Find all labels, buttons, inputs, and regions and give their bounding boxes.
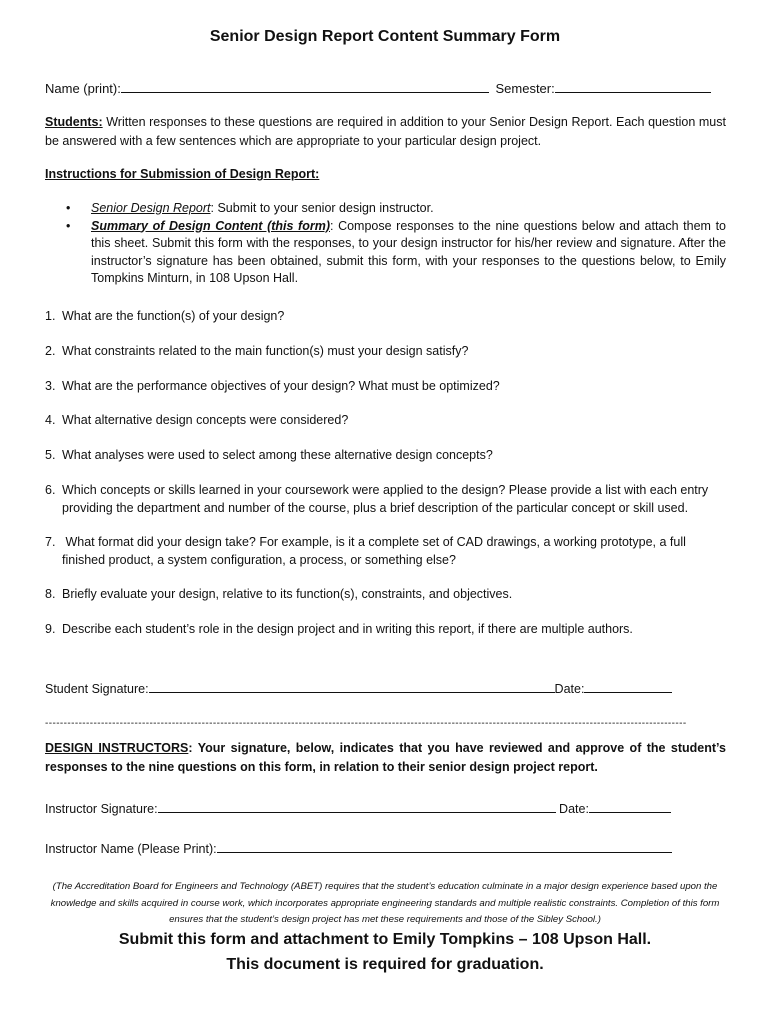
- question-text: What are the function(s) of your design?: [62, 309, 285, 323]
- question: [45, 621, 727, 639]
- question-text: What constraints related to the main function(s) must your design satisfy?: [62, 344, 469, 358]
- question-number: 9.: [45, 622, 56, 636]
- question-number: 6.: [45, 483, 56, 497]
- instruction-label: Summary of Design Content (this form): [91, 218, 330, 233]
- instructor-name-row: [45, 840, 672, 856]
- student-signature-row: [45, 680, 672, 696]
- submission-instruction: Submit this form and attachment to Emily Tompkins – 108 Upson Hall.: [118, 931, 652, 948]
- section-divider: ----------------------------------------------------------------------------------------------------------------------------------------------------------------------------: [45, 718, 687, 729]
- question-number: 7.: [45, 535, 56, 549]
- student-signature-field[interactable]: [149, 680, 555, 693]
- instruction-text: : Submit to your senior design instructor.: [210, 201, 434, 215]
- instructors-label: DESIGN INSTRUCTORS: [45, 741, 189, 755]
- question-text-continued: providing the department and number of the course, plus a brief description of the particular concept or skill used.: [62, 500, 689, 515]
- graduation-requirement: This document is required for graduation.: [226, 956, 544, 973]
- students-paragraph: [45, 113, 726, 151]
- question-text: What alternative design concepts were considered?: [62, 413, 349, 427]
- instructors-text: : Your signature, below, indicates that you have reviewed and approve of the student’s responses to the nine questions on this form, in relation to their senior design project report.: [45, 741, 726, 774]
- instructor-signature-row: [45, 800, 671, 816]
- instruction-item: [66, 200, 726, 218]
- question-number: 4.: [45, 413, 56, 427]
- question-text: What format did your design take? For example, is it a complete set of CAD drawings, a working prototype, a full: [62, 535, 686, 549]
- name-field[interactable]: [121, 80, 489, 93]
- question-number: 2.: [45, 344, 56, 358]
- question-number: 8.: [45, 587, 56, 601]
- bullet-icon: •: [66, 201, 71, 215]
- question: [45, 412, 727, 430]
- instructor-name-field[interactable]: [217, 840, 672, 853]
- instructions-list: [66, 200, 726, 288]
- students-label: Students:: [45, 115, 103, 129]
- instruction-text: : Compose responses to the nine questions below and attach them to this sheet. Submit this form with the responses, to your design instructor for his/her review and signature. After the instructor’s signature has been obtained, submit this form, with your responses to the questions below, to Emily Tompkins Minturn, in 108 Upson Hall.: [91, 218, 726, 285]
- form-title: Senior Design Report Content Summary Form: [209, 28, 561, 45]
- students-text: Written responses to these questions are required in addition to your Senior Design Report. Each question must be answered with a few sentences which are appropriate to your particular design project.: [45, 115, 726, 148]
- question-text: What are the performance objectives of your design? What must be optimized?: [62, 379, 500, 393]
- student-date-field[interactable]: [584, 680, 672, 693]
- semester-label: Semester:: [495, 81, 555, 96]
- question: [45, 378, 727, 396]
- semester-field[interactable]: [555, 80, 711, 93]
- question: [45, 586, 727, 604]
- abet-footnote: (The Accreditation Board for Engineers and Technology (ABET) requires that the student’s education culminate in a major design experience based upon the knowledge and skills acquired in course work, which incorporates appropriate engineering standards and multiple realistic constraints. Completion of this form ensures that the student’s design project has met these requirements and those of the Sibley School.): [50, 881, 720, 925]
- question-number: 5.: [45, 448, 56, 462]
- question-text: Briefly evaluate your design, relative to its function(s), constraints, and objectives.: [62, 587, 513, 601]
- question: [45, 343, 727, 361]
- question: [45, 308, 727, 326]
- question-text: What analyses were used to select among these alternative design concepts?: [62, 448, 493, 462]
- instruction-label: Senior Design Report: [91, 201, 211, 215]
- name-semester-row: [45, 80, 711, 96]
- question: [45, 534, 727, 569]
- instructor-date-label: Date:: [555, 802, 589, 816]
- instructor-name-label: Instructor Name (Please Print):: [45, 842, 217, 856]
- instructions-heading: Instructions for Submission of Design Report:: [45, 167, 320, 181]
- student-date-label: Date:: [554, 682, 585, 696]
- bullet-icon: •: [66, 218, 71, 233]
- question: [45, 482, 727, 517]
- question: [45, 447, 727, 465]
- question-number: 3.: [45, 379, 56, 393]
- question-text: Which concepts or skills learned in your coursework were applied to the design? Please provide a list with each entry: [62, 483, 709, 497]
- instructor-signature-field[interactable]: [158, 800, 556, 813]
- instructor-signature-label: Instructor Signature:: [45, 802, 158, 816]
- instructors-paragraph: [45, 739, 726, 777]
- instructor-date-field[interactable]: [589, 800, 671, 813]
- name-label: Name (print):: [45, 81, 121, 96]
- question-text: Describe each student’s role in the design project and in writing this report, if there are multiple authors.: [62, 622, 633, 636]
- student-signature-label: Student Signature:: [45, 682, 149, 696]
- question-text-continued: finished product, a system configuration, a process, or something else?: [62, 552, 456, 567]
- question-number: 1.: [45, 309, 56, 323]
- instruction-item: [66, 218, 726, 288]
